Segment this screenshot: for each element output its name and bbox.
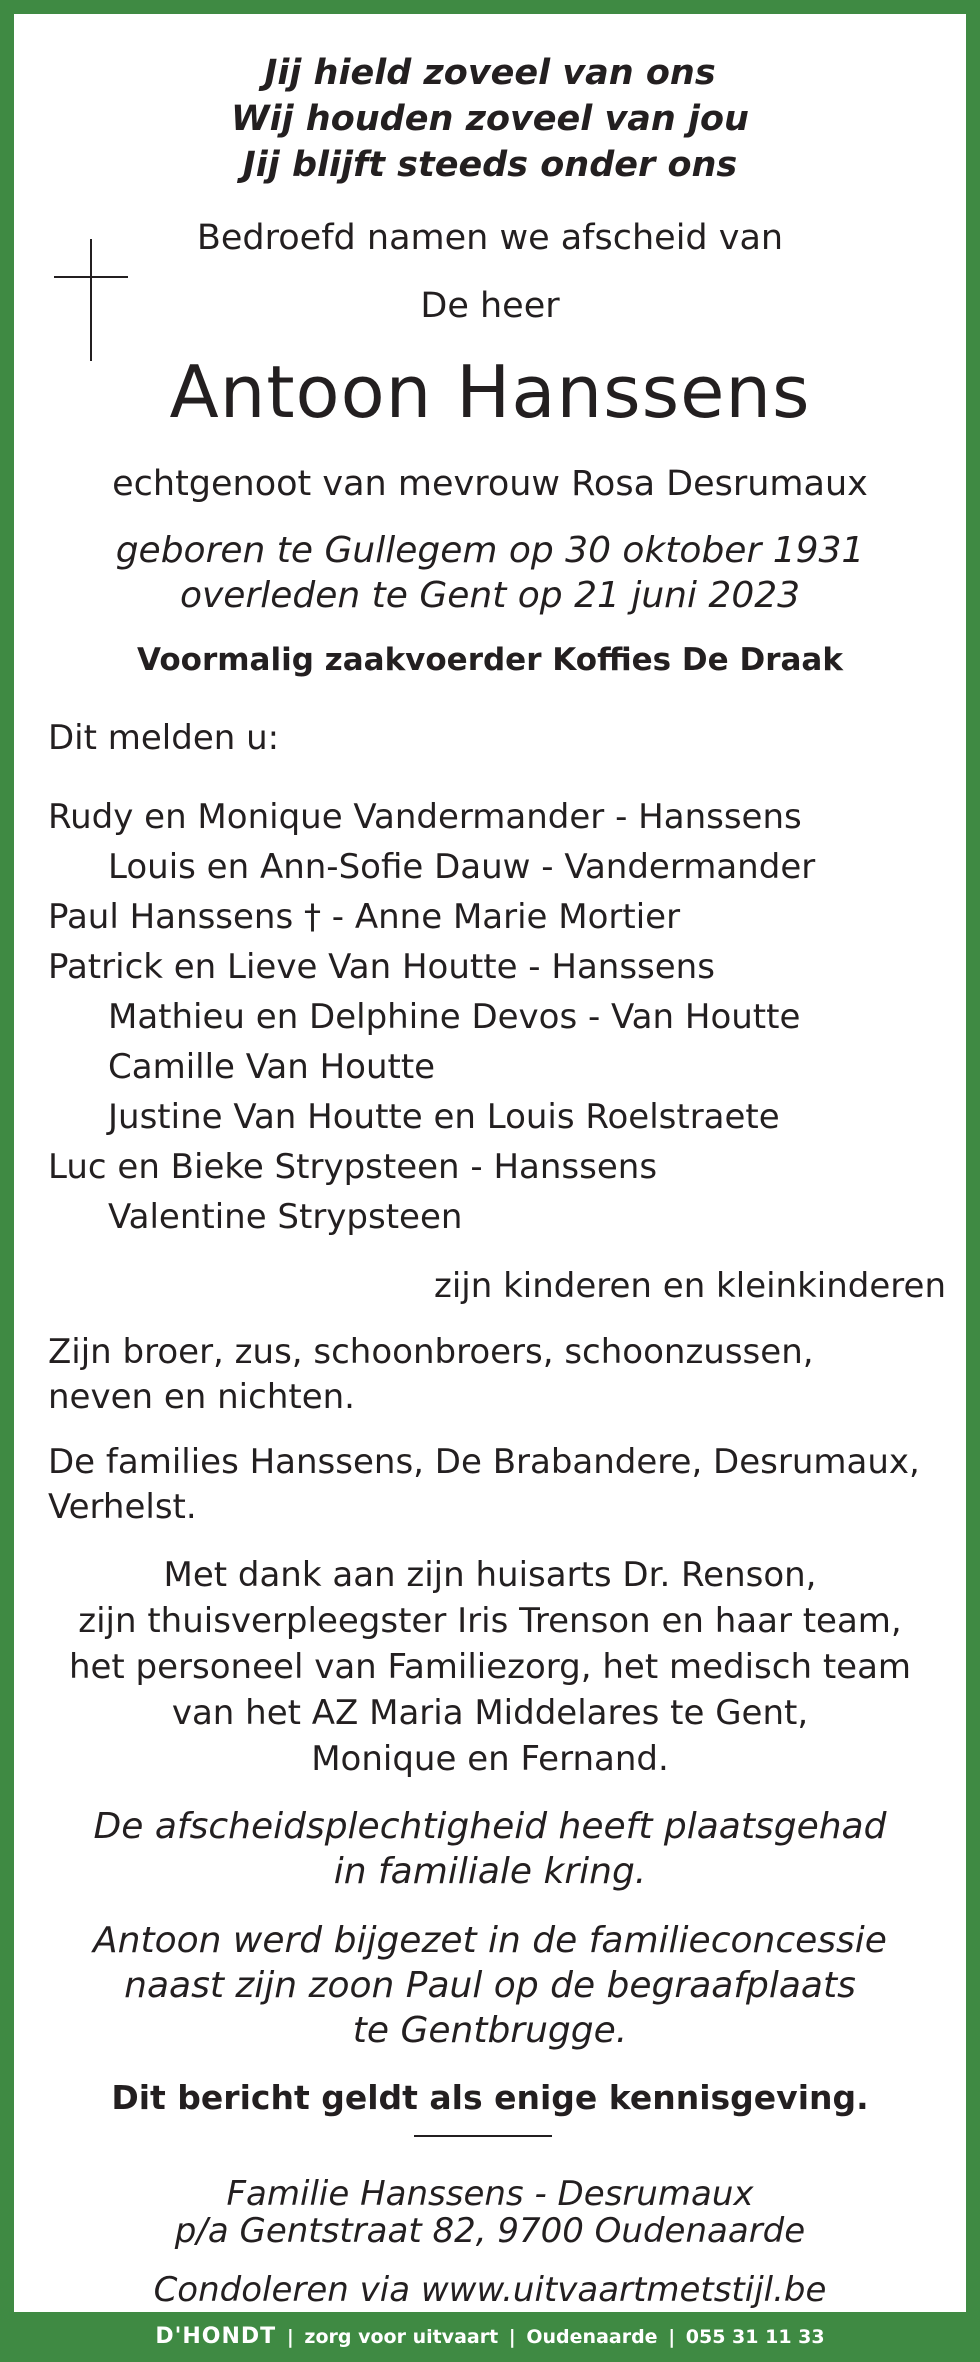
condolences-link[interactable]: Condoleren via www.uitvaartmetstijl.be [153,2270,827,2310]
list-item: Patrick en Lieve Van Houtte - Hanssens [48,947,715,987]
thanks-line: het personeel van Familiezorg, het medisch team [68,1647,912,1687]
death-line: overleden te Gent op 21 juni 2023 [179,575,801,616]
list-item: Justine Van Houtte en Louis Roelstraete [108,1097,780,1137]
footer-bar: D'HONDT | zorg voor uitvaart | Oudenaarde | 055 31 11 33 [155,2324,825,2349]
footer-phone: 055 31 11 33 [685,2326,825,2348]
honorific: De heer [420,286,560,326]
thanks-line: Monique en Fernand. [311,1739,669,1779]
motto [14,50,966,188]
occupation: Voormalig zaakvoerder Koffies De Draak [137,642,843,678]
families-text [48,1440,948,1530]
contact-block [14,2176,966,2250]
divider [414,2135,552,2137]
list-item: Paul Hanssens † - Anne Marie Mortier [48,897,681,937]
children-label: zijn kinderen en kleinkinderen [434,1266,946,1306]
ceremony-line: De afscheidsplechtigheid heeft plaatsgehad [93,1806,887,1847]
contact-line: Familie Hanssens - Desrumaux [226,2174,754,2214]
motto-line: Wij houden zoveel van jou [231,99,749,139]
siblings-text [48,1330,948,1420]
family-list [48,792,815,1242]
footer-tagline: zorg voor uitvaart [304,2326,499,2348]
notice-text: Dit bericht geldt als enige kennisgeving. [111,2078,869,2117]
birth-line: geboren te Gullegem op 30 oktober 1931 [115,530,865,571]
brand-logo: D'HONDT [155,2324,277,2349]
spouse-line: echtgenoot van mevrouw Rosa Desrumaux [112,464,868,504]
ceremony-text [14,1804,966,1894]
burial-text [14,1918,966,2053]
thanks-text [14,1552,966,1782]
burial-line: Antoon werd bijgezet in de familieconcessie [93,1920,887,1961]
burial-line: naast zijn zoon Paul op de begraafplaats [124,1965,856,2006]
obituary-card [14,14,966,2312]
deceased-name: Antoon Hanssens [169,350,811,434]
siblings-line: Zijn broer, zus, schoonbroers, schoonzussen, [48,1332,814,1372]
siblings-line: neven en nichten. [48,1377,355,1417]
thanks-line: Met dank aan zijn huisarts Dr. Renson, [163,1555,817,1595]
ceremony-line: in familiale kring. [333,1851,647,1892]
list-item: Rudy en Monique Vandermander - Hanssens [48,797,802,837]
life-dates [14,528,966,618]
list-item: Camille Van Houtte [108,1047,436,1087]
families-line: De families Hanssens, De Brabandere, Desrumaux, [48,1442,920,1482]
footer-city: Oudenaarde [526,2326,658,2348]
thanks-line: zijn thuisverpleegster Iris Trenson en haar team, [78,1601,902,1641]
announce-text: Dit melden u: [48,718,280,758]
list-item: Louis en Ann-Sofie Dauw - Vandermander [108,847,816,887]
motto-line: Jij blijft steeds onder ons [242,145,738,185]
contact-line: p/a Gentstraat 82, 9700 Oudenaarde [174,2211,806,2251]
burial-line: te Gentbrugge. [352,2010,628,2051]
list-item: Luc en Bieke Strypsteen - Hanssens [48,1147,658,1187]
motto-line: Jij hield zoveel van ons [264,53,716,93]
cross-icon-bar [54,276,128,278]
intro-text: Bedroefd namen we afscheid van [196,218,784,258]
thanks-line: van het AZ Maria Middelares te Gent, [171,1693,809,1733]
list-item: Valentine Strypsteen [108,1197,463,1237]
list-item: Mathieu en Delphine Devos - Van Houtte [108,997,801,1037]
families-line: Verhelst. [48,1487,197,1527]
